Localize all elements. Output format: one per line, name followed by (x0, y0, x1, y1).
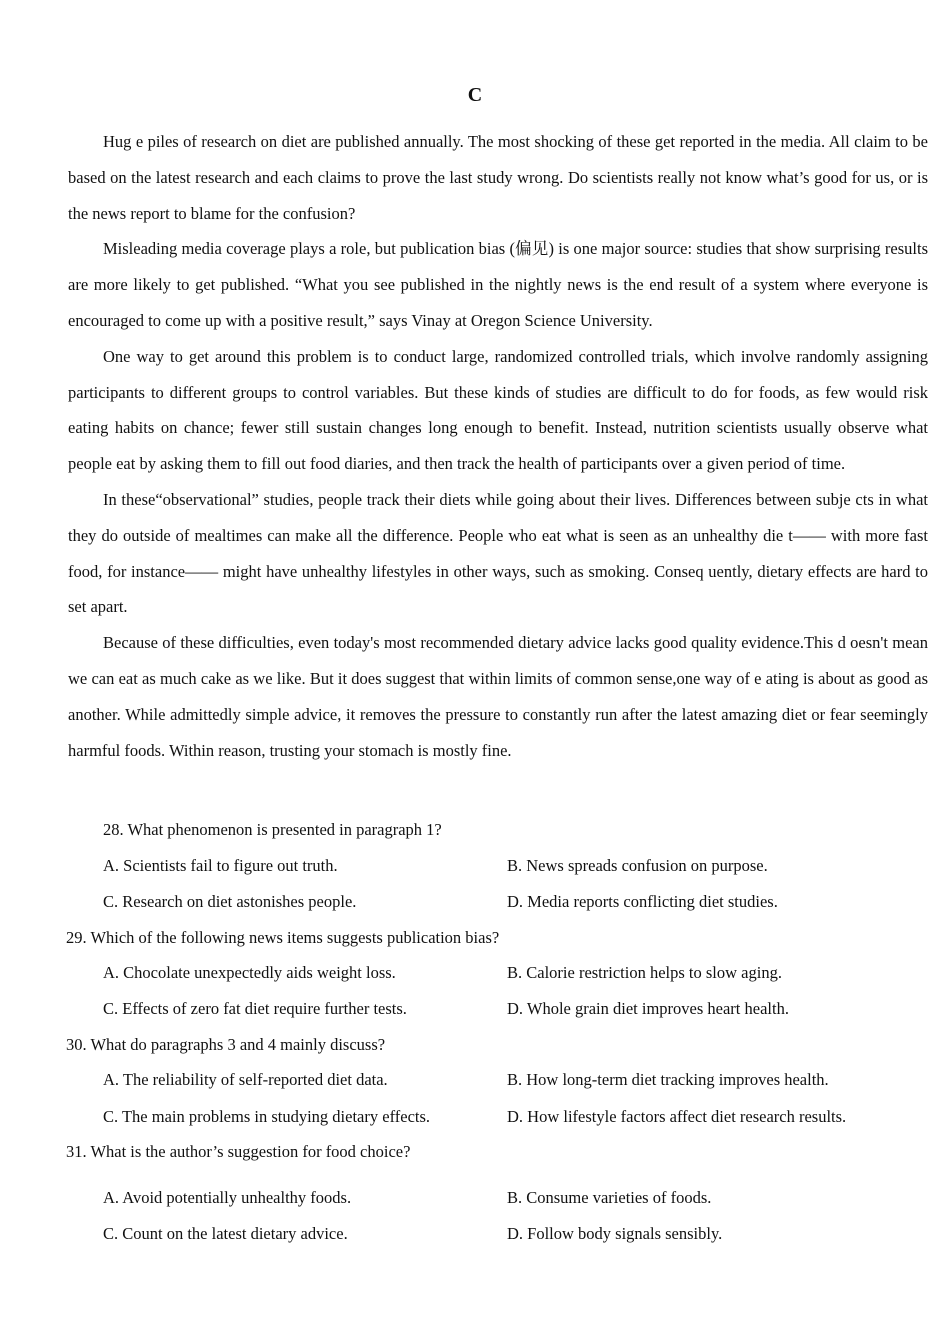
passage-paragraph-4: In these“observational” studies, people track their diets while going about their lives. Differences between subje cts in what they do outside of mealtimes can make all the difference. People who eat what is seen as an unhealthy die t—— with more fast food, for instance—— might have unhealthy lifestyles in other ways, such as smoking. Conseq uently, dietary effects are hard to set apart. (68, 489, 928, 617)
section-heading: C (467, 84, 483, 106)
question-31-option-c: C. Count on the latest dietary advice. (103, 1224, 348, 1243)
question-29-option-b: B. Calorie restriction helps to slow aging. (507, 963, 782, 982)
passage-paragraph-1: Hug e piles of research on diet are published annually. The most shocking of these get reported in the media. All claim to be based on the latest research and each claims to prove the last study wrong. Do scientists really not know what’s good for us, or is the news report to blame for the confusion? (68, 132, 928, 223)
question-31-stem: 31. What is the author’s suggestion for food choice? (66, 1142, 411, 1161)
question-28-stem: 28. What phenomenon is presented in paragraph 1? (103, 820, 442, 839)
passage-paragraph-2: Misleading media coverage plays a role, but publication bias (偏见) is one major source: studies that show surprising results are more likely to get published. “What you see published in the nightly news is the end result of a system where everyone is encouraged to come up with a positive result,” says Vinay at Oregon Science University. (68, 239, 928, 330)
question-29-option-a: A. Chocolate unexpectedly aids weight loss. (103, 963, 396, 982)
reading-passage (68, 124, 928, 768)
question-30-option-b: B. How long-term diet tracking improves health. (507, 1070, 829, 1089)
question-29-stem: 29. Which of the following news items suggests publication bias? (66, 928, 500, 947)
question-30-stem: 30. What do paragraphs 3 and 4 mainly discuss? (66, 1035, 386, 1054)
question-31-option-d: D. Follow body signals sensibly. (507, 1224, 723, 1243)
passage-paragraph-5: Because of these difficulties, even today's most recommended dietary advice lacks good quality evidence.This d oesn't mean we can eat as much cake as we like. But it does suggest that within limits of common sense,one way of e ating is about as good as another. While admittedly simple advice, it removes the pressure to constantly run after the latest amazing diet or fear seemingly harmful foods. Within reason, trusting your stomach is mostly fine. (68, 633, 928, 760)
question-30-option-a: A. The reliability of self-reported diet data. (103, 1070, 388, 1089)
question-29-option-d: D. Whole grain diet improves heart health. (507, 999, 789, 1018)
question-30-option-c: C. The main problems in studying dietary effects. (103, 1107, 431, 1126)
question-28-option-a: A. Scientists fail to figure out truth. (103, 856, 338, 875)
question-28-option-b: B. News spreads confusion on purpose. (507, 856, 768, 875)
passage-paragraph-3: One way to get around this problem is to conduct large, randomized controlled trials, which involve randomly assigning participants to different groups to control variables. But these kinds of studies are difficult to do for foods, as few would risk eating habits on chance; fewer still sustain changes long enough to benefit. Instead, nutrition scientists usually observe what people eat by asking them to fill out food diaries, and then track the health of participants over a given period of time. (68, 346, 928, 474)
question-30-option-d: D. How lifestyle factors affect diet research results. (507, 1107, 847, 1126)
question-31-option-b: B. Consume varieties of foods. (507, 1188, 712, 1207)
question-28-option-d: D. Media reports conflicting diet studies. (507, 892, 778, 911)
question-28-option-c: C. Research on diet astonishes people. (103, 892, 357, 911)
question-31-option-a: A. Avoid potentially unhealthy foods. (103, 1188, 352, 1207)
question-29-option-c: C. Effects of zero fat diet require further tests. (103, 999, 407, 1018)
